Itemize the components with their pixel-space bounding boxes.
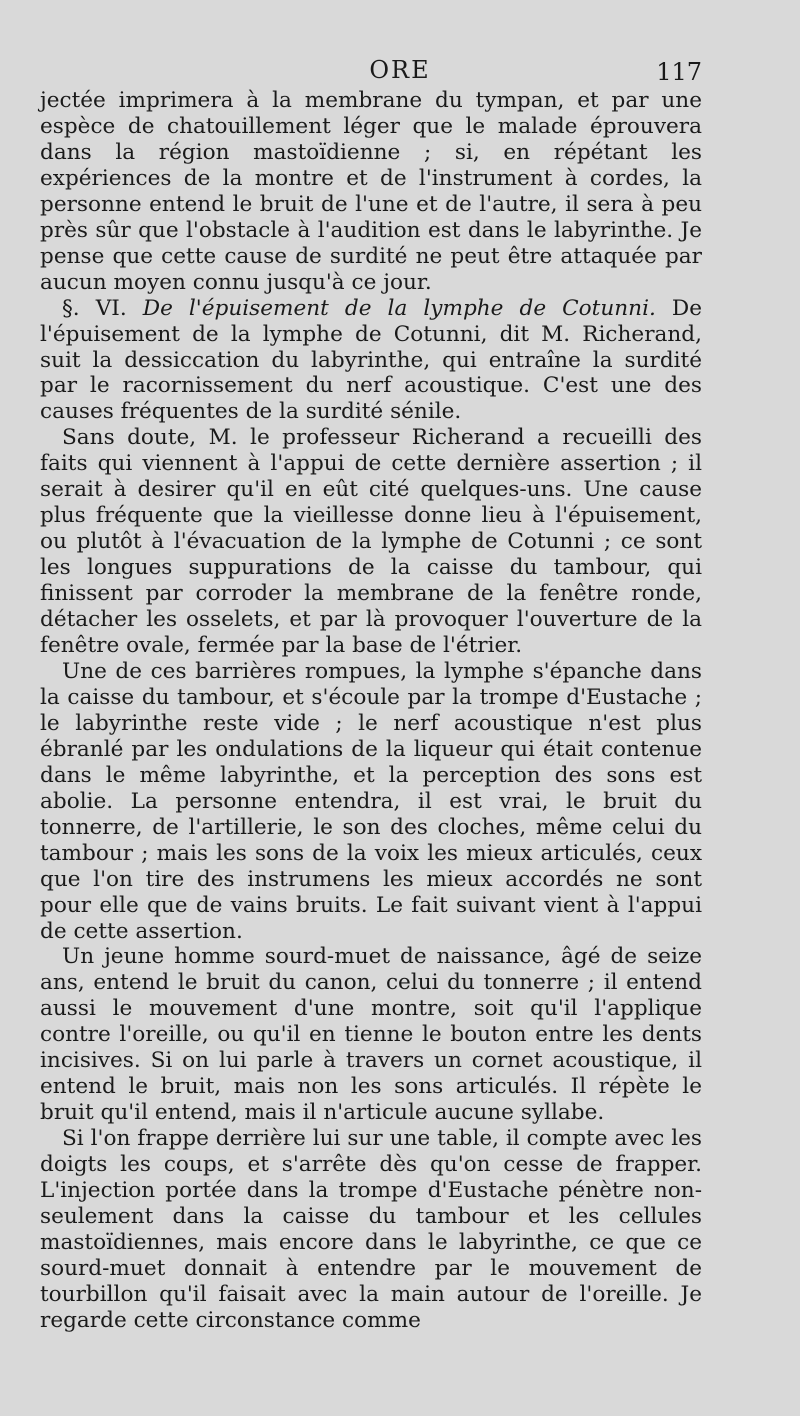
paragraph: Un jeune homme sourd-muet de naissance, âgé de seize ans, entend le bruit du canon, celui du tonnerre ; il entend aussi le mouvement d'une montre, soit qu'il l'applique contre l'oreille, ou qu'il en tienne le bouton entre les dents incisives. Si on lui parle à travers un cornet acoustique, il entend le bruit, mais non les sons articulés. Il répète le bruit qu'il entend, mais il n'articule aucune syllabe. [40, 944, 702, 1126]
body-text [40, 88, 702, 1334]
section-title: De l'épuisement de la lymphe de Cotunni. [142, 295, 656, 321]
section-paragraph [40, 296, 702, 426]
running-head: ORE [369, 56, 431, 84]
paragraph: Une de ces barrières rompues, la lymphe s'épanche dans la caisse du tambour, et s'écoule par la trompe d'Eustache ; le labyrinthe reste vide ; le nerf acoustique n'est plus ébranlé par les ondulations de la liqueur qui était contenue dans le même labyrinthe, et la perception des sons est abolie. La personne entendra, il est vrai, le bruit du tonnerre, de l'artillerie, le son des cloches, même celui du tambour ; mais les sons de la voix les mieux articulés, ceux que l'on tire des instrumens les mieux accordés ne sont pour elle que de vains bruits. Le fait suivant vient à l'appui de cette assertion. [40, 658, 702, 944]
page-header [0, 52, 800, 86]
paragraph: Sans doute, M. le professeur Richerand a recueilli des faits qui viennent à l'appui de cette dernière assertion ; il serait à desirer qu'il en eût cité quelques-uns. Une cause plus fréquente que la vieillesse donne lieu à l'épuisement, ou plutôt à l'évacuation de la lymphe de Cotunni ; ce sont les longues suppurations de la caisse du tambour, qui finissent par corroder la membrane de la fenêtre ronde, détacher les osselets, et par là provoquer l'ouverture de la fenêtre ovale, fermée par la base de l'étrier. [40, 425, 702, 659]
page-number: 117 [656, 58, 702, 86]
section-text: De l'épuisement de la lymphe de Cotunni, dit M. Richerand, suit la dessiccation du labyrinthe, qui entraîne la surdité par le racornissement du nerf acoustique. C'est une des causes fréquentes de la surdité sénile. [40, 295, 702, 425]
section-number: §. VI. [62, 295, 127, 321]
paragraph: Si l'on frappe derrière lui sur une table, il compte avec les doigts les coups, et s'arrête dès qu'on cesse de frapper. L'injection portée dans la trompe d'Eustache pénètre non-seulement dans la caisse du tambour et les cellules mastoïdiennes, mais encore dans le labyrinthe, ce que ce sourd-muet donnait à entendre par le mouvement de tourbillon qu'il faisait avec la main autour de l'oreille. Je regarde cette circonstance comme [40, 1126, 702, 1333]
paragraph-continuation: jectée imprimera à la membrane du tympan, et par une espèce de chatouillement léger que le malade éprouvera dans la région mastoïdienne ; si, en répétant les expériences de la montre et de l'instrument à cordes, la personne entend le bruit de l'une et de l'autre, il sera à peu près sûr que l'obstacle à l'audition est dans le labyrinthe. Je pense que cette cause de surdité ne peut être attaquée par aucun moyen connu jusqu'à ce jour. [40, 88, 702, 295]
